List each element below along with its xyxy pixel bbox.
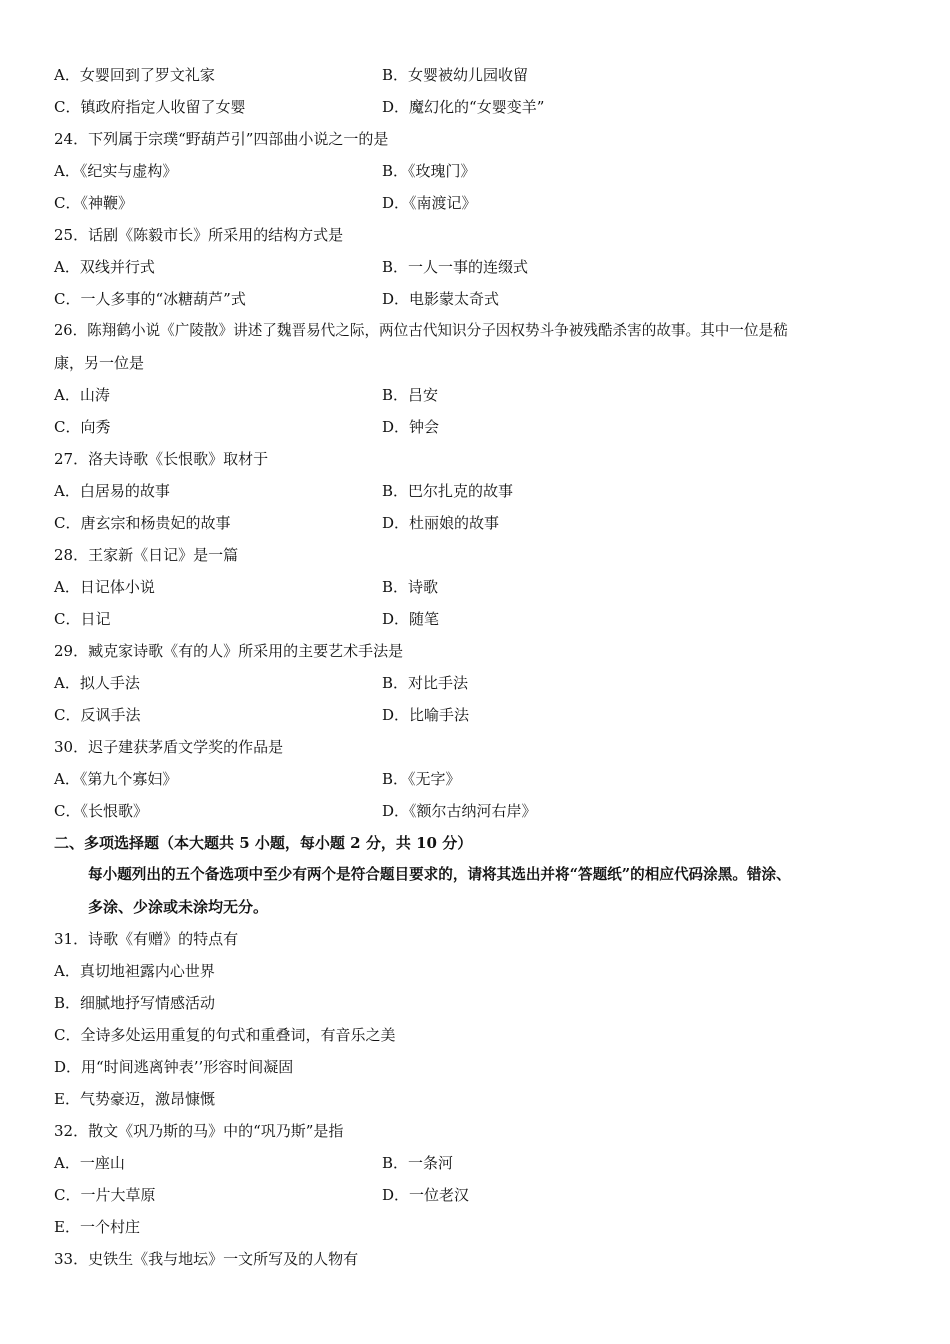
- question-count: 5: [239, 834, 250, 852]
- option-row: [54, 65, 920, 85]
- q31-option-d: D．用“时间逃离钟表’’形容时间凝固: [54, 1058, 294, 1076]
- q28-stem: 28．王家新《日记》是一篇: [54, 546, 239, 564]
- q29-stem: 29．臧克家诗歌《有的人》所采用的主要艺术手法是: [54, 642, 404, 660]
- section-heading-suffix: 分）: [442, 834, 473, 852]
- q24-stem: 24．下列属于宗璞“野葫芦引”四部曲小说之一的是: [54, 130, 389, 148]
- q23-option-a: A．女婴回到了罗文礼家: [54, 66, 215, 84]
- q28-option-a: A．日记体小说: [54, 578, 155, 596]
- q29-option-b: B．对比手法: [382, 674, 469, 692]
- q25-option-c: C．一人多事的“冰糖葫芦”式: [54, 290, 246, 308]
- q23-option-b: B．女婴被幼儿园收留: [382, 66, 529, 84]
- q26-stem-line1: 26．陈翔鹤小说《广陵散》讲述了魏晋易代之际，两位古代知识分子因权势斗争被残酷杀害的故事。其中一位是嵇: [54, 322, 788, 339]
- q31-stem: 31．诗歌《有赠》的特点有: [54, 930, 239, 948]
- q27-stem: 27．洛夫诗歌《长恨歌》取材于: [54, 450, 269, 468]
- option-row: [54, 513, 920, 533]
- q30-option-b: B．《无字》: [382, 770, 461, 788]
- option-row: [54, 97, 920, 117]
- q28-option-b: B．诗歌: [382, 578, 439, 596]
- q31-option-b: B．细腻地抒写情感活动: [54, 994, 216, 1012]
- q30-option-d: D．《额尔古纳河右岸》: [382, 802, 537, 820]
- section-heading-mid2: 分，共: [365, 834, 411, 852]
- option-row: [54, 481, 920, 501]
- q32-option-b: B．一条河: [382, 1154, 454, 1172]
- q25-option-d: D．电影蒙太奇式: [382, 290, 500, 308]
- q32-option-e: E．一个村庄: [54, 1218, 140, 1236]
- q26-option-c: C．向秀: [54, 418, 111, 436]
- q31-option-a: A．真切地袒露内心世界: [54, 962, 215, 980]
- option-row: [54, 1153, 920, 1173]
- option-row: [54, 705, 920, 725]
- section-heading-mid1: 小题，每小题: [254, 834, 345, 852]
- q30-option-c: C．《长恨歌》: [54, 802, 148, 820]
- q24-option-a: A．《纪实与虚构》: [54, 162, 178, 180]
- q25-option-a: A．双线并行式: [54, 258, 155, 276]
- q32-stem: 32．散文《巩乃斯的马》中的“巩乃斯”是指: [54, 1122, 344, 1140]
- q27-option-d: D．杜丽娘的故事: [382, 514, 500, 532]
- q32-option-c: C．一片大草原: [54, 1186, 156, 1204]
- q26-option-b: B．吕安: [382, 386, 439, 404]
- option-row: [54, 577, 920, 597]
- q23-option-c: C．镇政府指定人收留了女婴: [54, 98, 246, 116]
- q24-option-c: C．《神鞭》: [54, 194, 133, 212]
- q24-option-d: D．《南渡记》: [382, 194, 477, 212]
- q27-option-c: C．唐玄宗和杨贵妃的故事: [54, 514, 231, 532]
- section-instruction-line1: 每小题列出的五个备选项中至少有两个是符合题目要求的，请将其选出并将“答题纸”的相应代码涂黑。错涂、: [88, 866, 791, 883]
- q26-option-d: D．钟会: [382, 418, 440, 436]
- option-row: [54, 289, 920, 309]
- q29-option-d: D．比喻手法: [382, 706, 470, 724]
- q23-option-d: D．魔幻化的“女婴变羊”: [382, 98, 545, 116]
- q25-stem: 25．话剧《陈毅市长》所采用的结构方式是: [54, 226, 344, 244]
- option-row: [54, 769, 920, 789]
- q32-option-a: A．一座山: [54, 1154, 125, 1172]
- q29-option-a: A．拟人手法: [54, 674, 140, 692]
- option-row: [54, 801, 920, 821]
- q27-option-b: B．巴尔扎克的故事: [382, 482, 514, 500]
- section-heading-prefix: 二、多项选择题（本大题共: [54, 834, 235, 852]
- option-row: [54, 193, 920, 213]
- q26-option-a: A．山涛: [54, 386, 110, 404]
- option-row: [54, 161, 920, 181]
- points-each: 2: [350, 834, 361, 852]
- q29-option-c: C．反讽手法: [54, 706, 141, 724]
- q25-option-b: B．一人一事的连缀式: [382, 258, 529, 276]
- q26-stem-line2: 康，另一位是: [54, 354, 145, 372]
- option-row: [54, 673, 920, 693]
- q31-option-c: C．全诗多处运用重复的句式和重叠词，有音乐之美: [54, 1026, 396, 1044]
- q30-stem: 30．迟子建获茅盾文学奖的作品是: [54, 738, 284, 756]
- section-instruction-line2: 多涂、少涂或未涂均无分。: [88, 898, 269, 916]
- option-row: [54, 1185, 920, 1205]
- option-row: [54, 257, 920, 277]
- q28-option-c: C．日记: [54, 610, 111, 628]
- q24-option-b: B．《玫瑰门》: [382, 162, 476, 180]
- points-total: 10: [416, 834, 437, 852]
- q31-option-e: E．气势豪迈，激昂慷慨: [54, 1090, 215, 1108]
- q27-option-a: A．白居易的故事: [54, 482, 170, 500]
- section-heading: [54, 833, 920, 853]
- option-row: [54, 609, 920, 629]
- option-row: [54, 385, 920, 405]
- option-row: [54, 417, 920, 437]
- q32-option-d: D．一位老汉: [382, 1186, 470, 1204]
- q30-option-a: A．《第九个寡妇》: [54, 770, 178, 788]
- q33-stem: 33．史铁生《我与地坛》一文所写及的人物有: [54, 1250, 359, 1268]
- q28-option-d: D．随笔: [382, 610, 440, 628]
